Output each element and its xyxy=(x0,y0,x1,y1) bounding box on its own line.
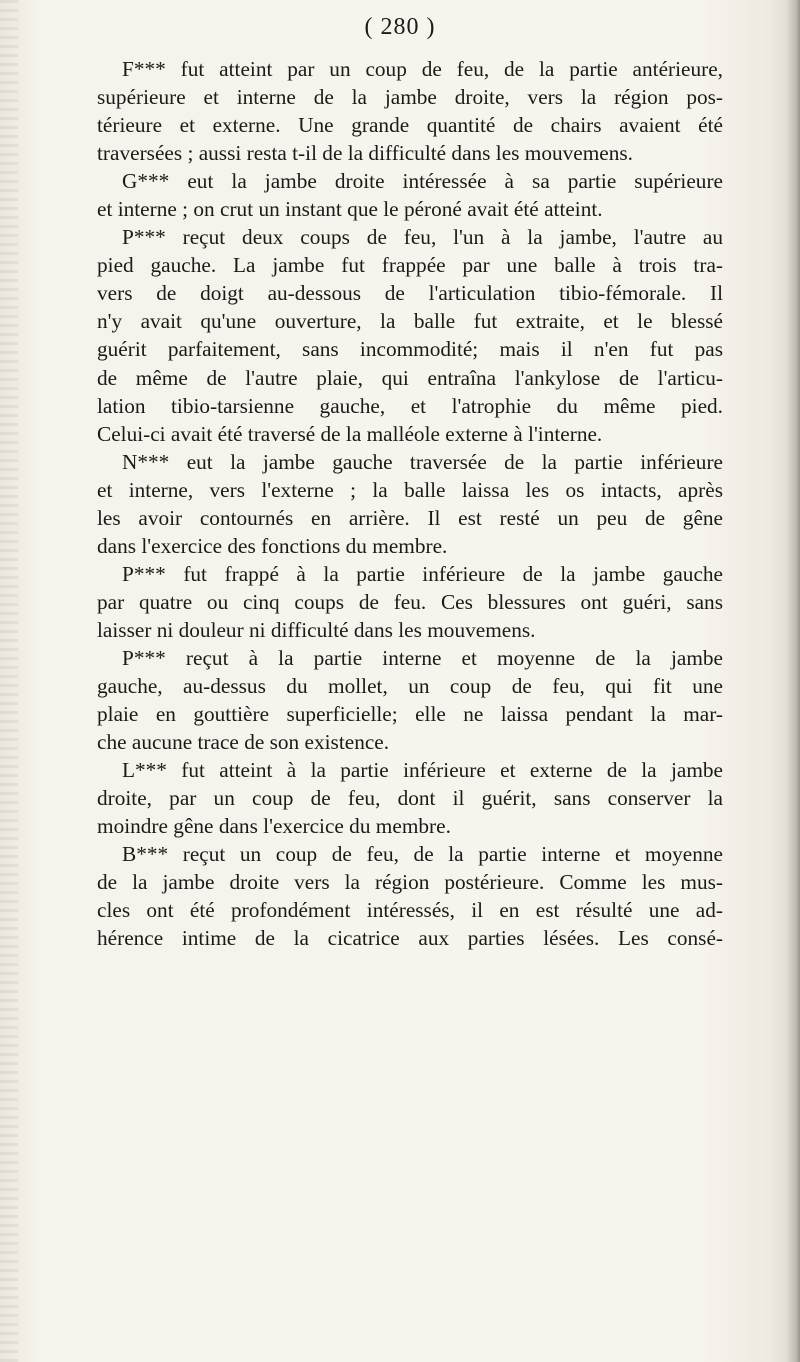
text-line: G*** eut la jambe droite intéressée à sa partie supérieure xyxy=(122,169,723,194)
text-line: cles ont été profondément intéressés, il en est résulté une ad- xyxy=(97,898,723,923)
text-line: et interne, vers l'externe ; la balle laissa les os intacts, après xyxy=(97,477,723,502)
page-number: ( 280 ) xyxy=(364,14,436,40)
text-line: moindre gêne dans l'exercice du membre. xyxy=(97,814,451,839)
text-line: dans l'exercice des fonctions du membre. xyxy=(97,533,448,558)
text-line: vers de doigt au-dessous de l'articulation tibio-fémorale. Il xyxy=(97,281,723,306)
text-line: P*** reçut deux coups de feu, l'un à la jambe, l'autre au xyxy=(122,225,723,250)
scan-left-edge xyxy=(0,0,18,1362)
text-line: plaie en gouttière superficielle; elle ne laissa pendant la mar- xyxy=(97,702,723,727)
text-line: par quatre ou cinq coups de feu. Ces blessures ont guéri, sans xyxy=(97,589,723,614)
text-line: de même de l'autre plaie, qui entraîna l'ankylose de l'articu- xyxy=(97,365,723,390)
text-line: traversées ; aussi resta t-il de la difficulté dans les mouvemens. xyxy=(97,141,634,166)
text-line: térieure et externe. Une grande quantité de chairs avaient été xyxy=(97,113,723,138)
text-line: guérit parfaitement, sans incommodité; mais il n'en fut pas xyxy=(97,337,723,362)
text-line: de la jambe droite vers la région postérieure. Comme les mus- xyxy=(97,870,723,895)
text-line: lation tibio-tarsienne gauche, et l'atrophie du même pied. xyxy=(97,393,723,418)
text-line: supérieure et interne de la jambe droite, vers la région pos- xyxy=(97,85,723,110)
text-line: gauche, au-dessus du mollet, un coup de feu, qui fit une xyxy=(97,674,723,699)
text-line: Celui-ci avait été traversé de la malléole externe à l'interne. xyxy=(97,421,603,446)
text-line: F*** fut atteint par un coup de feu, de la partie antérieure, xyxy=(122,57,723,81)
text-line: P*** fut frappé à la partie inférieure de la jambe gauche xyxy=(122,561,723,586)
text-line: L*** fut atteint à la partie inférieure et externe de la jambe xyxy=(122,758,723,783)
text-line: droite, par un coup de feu, dont il guérit, sans conserver la xyxy=(97,786,723,811)
text-line: N*** eut la jambe gauche traversée de la partie inférieure xyxy=(122,449,723,474)
text-line: B*** reçut un coup de feu, de la partie interne et moyenne xyxy=(122,842,723,867)
text-line: n'y avait qu'une ouverture, la balle fut extraite, et le blessé xyxy=(97,309,723,334)
text-line: P*** reçut à la partie interne et moyenne de la jambe xyxy=(122,645,723,670)
scan-right-edge xyxy=(786,0,800,1362)
text-line: che aucune trace de son existence. xyxy=(97,730,390,755)
text-line: et interne ; on crut un instant que le péroné avait été atteint. xyxy=(97,197,603,222)
text-line: les avoir contournés en arrière. Il est resté un peu de gêne xyxy=(97,505,723,530)
text-line: hérence intime de la cicatrice aux parties lésées. Les consé- xyxy=(97,926,723,951)
body-text xyxy=(97,55,723,953)
text-line: laisser ni douleur ni difficulté dans les mouvemens. xyxy=(97,617,536,642)
text-line: pied gauche. La jambe fut frappée par une balle à trois tra- xyxy=(97,253,723,278)
